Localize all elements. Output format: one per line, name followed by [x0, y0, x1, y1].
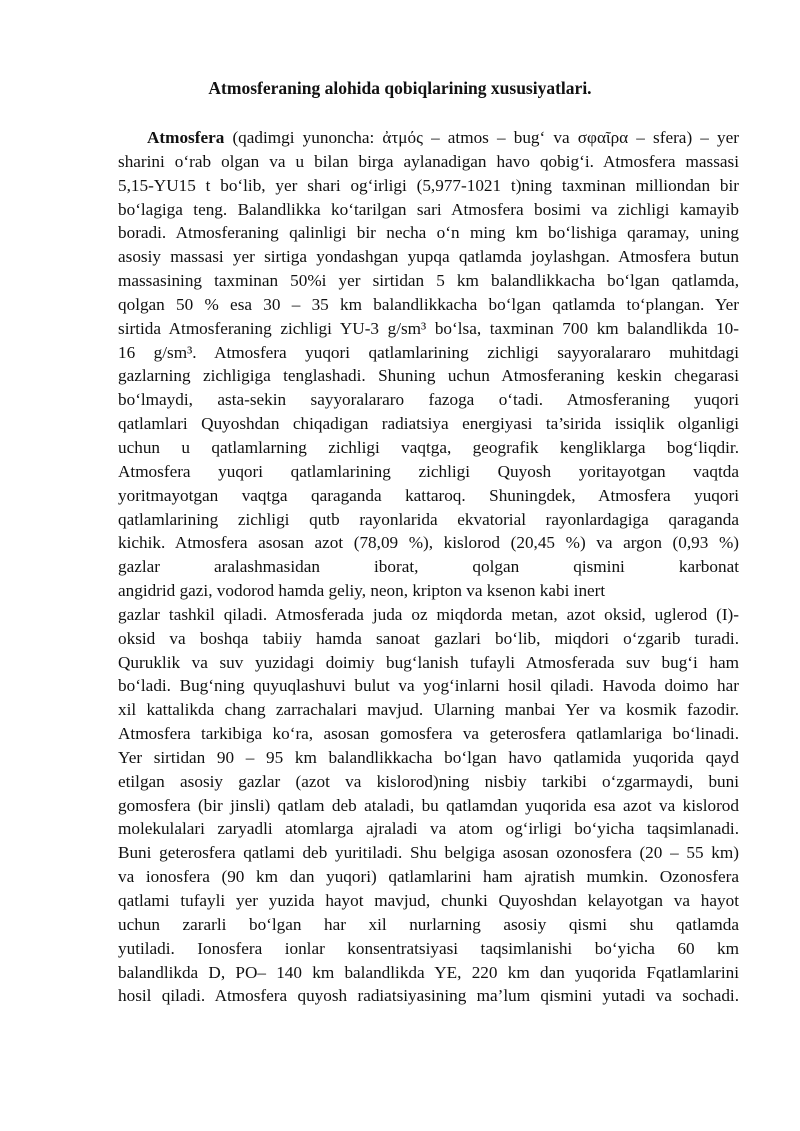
paragraph-line: gazlar tashkil qiladi. Atmosferada juda oz miqdorda metan, azot oksid, uglerod (I)- [118, 604, 739, 624]
line-text: (qadimgi yunoncha: ἀτμός – atmos – bug‘ va σφαῖρα – sfera) – yer [224, 128, 739, 147]
lead-term: Atmosfera [147, 128, 225, 147]
paragraph-line: yutiladi. Ionosfera ionlar konsentratsiyasi taqsimlanishi bo‘yicha 60 km [118, 938, 739, 958]
paragraph-line: angidrid gazi, vodorod hamda geliy, neon, kripton va ksenon kabi inert [118, 581, 606, 601]
paragraph-line: bo‘ladi. Bug‘ning quyuqlashuvi bulut va yog‘inlarni hosil qiladi. Havoda doimo har [118, 676, 739, 696]
paragraph-line: uchun zararli bo‘lgan har xil nurlarning asosiy qismi shu qatlamda [118, 914, 739, 934]
paragraph-line: Atmosfera tarkibiga ko‘ra, asosan gomosfera va geterosfera qatlamlariga bo‘linadi. [118, 724, 739, 744]
document-body [118, 126, 739, 1008]
paragraph-line: gazlarning zichligiga tenglashadi. Shuning uchun Atmosferaning keskin chegarasi [118, 366, 739, 386]
paragraph-line [118, 126, 739, 150]
paragraph-line: qatlami tufayli yer yuzida hayot mavjud, chunki Quyoshdan kelayotgan va hayot [118, 891, 739, 910]
paragraph-line: oksid va boshqa tabiiy hamda sanoat gazlari bo‘lib, miqdori o‘zgarib turadi. [118, 628, 739, 648]
paragraph-line: hosil qiladi. Atmosfera quyosh radiatsiyasining ma’lum qismini yutadi va sochadi. [118, 986, 739, 1006]
paragraph-line: Atmosfera yuqori qatlamlarining zichligi Quyosh yoritayotgan vaqtda [118, 461, 739, 481]
paragraph-line: 16 g/sm³. Atmosfera yuqori qatlamlarining zichligi sayyoralararo muhitdagi [118, 342, 739, 362]
paragraph-line: qolgan 50 % esa 30 – 35 km balandlikkacha bo‘lgan qatlamda to‘plangan. Yer [118, 294, 739, 314]
paragraph-line: balandlikda D, PO– 140 km balandlikda YE, 220 km dan yuqorida Fqatlamlarini [118, 962, 739, 982]
paragraph-line: asosiy massasi yer sirtiga yondashgan yupqa qatlamda joylashgan. Atmosfera butun [118, 247, 739, 267]
paragraph-line: massasining taxminan 50%i yer sirtidan 5 km balandlikkacha bo‘lgan qatlamda, [118, 271, 739, 291]
document-title: Atmosferaning alohida qobiqlarining xususiyatlari. [208, 78, 592, 98]
paragraph-line: xil kattalikda chang zarrachalari mavjud. Ularning manbai Yer va kosmik fazodir. [118, 700, 739, 720]
paragraph-line: uchun u qatlamlarning zichligi vaqtga, geografik kengliklarga bog‘liqdir. [118, 437, 739, 457]
paragraph-line: Quruklik va suv yuzidagi doimiy bug‘lanish tufayli Atmosferada suv bug‘i ham [118, 652, 739, 672]
paragraph-line: yoritmayotgan vaqtga qaraganda kattaroq. Shuningdek, Atmosfera yuqori [118, 485, 739, 505]
paragraph-line: kichik. Atmosfera asosan azot (78,09 %), kislorod (20,45 %) va argon (0,93 %) [118, 533, 739, 553]
paragraph-line: va ionosfera (90 km dan yuqori) qatlamlarini ham ajratish mumkin. Ozonosfera [118, 867, 739, 887]
paragraph-line: sharini o‘rab olgan va u bilan birga aylanadigan havo qobig‘i. Atmosfera massasi [118, 151, 739, 171]
paragraph-line: molekulalari zaryadli atomlarga ajraladi va atom og‘irligi bo‘yicha taqsimlanadi. [118, 819, 739, 839]
paragraph-line: sirtida Atmosferaning zichligi YU-3 g/sm³ bo‘lsa, taxminan 700 km balandlikda 10- [118, 318, 739, 338]
paragraph-line: etilgan asosiy gazlar (azot va kislorod)ning nisbiy tarkibi o‘zgarmaydi, buni [118, 771, 739, 791]
paragraph-line: Buni geterosfera qatlami deb yuritiladi. Shu belgiga asosan ozonosfera (20 – 55 km) [118, 843, 739, 863]
paragraph-line: gomosfera (bir jinsli) qatlam deb ataladi, bu qatlamdan yuqorida esa azot va kislorod [118, 795, 739, 815]
paragraph-line: Yer sirtidan 90 – 95 km balandlikkacha bo‘lgan havo qatlamida yuqorida qayd [118, 747, 739, 767]
paragraph-line: qatlamlari Quyoshdan chiqadigan radiatsiya energiyasi ta’sirida issiqlik olganligi [118, 414, 739, 434]
paragraph-line: qatlamlarining zichligi qutb rayonlarida ekvatorial rayonlardagiga qaraganda [118, 509, 739, 529]
paragraph-line: gazlar aralashmasidan iborat, qolgan qismini karbonat [118, 557, 739, 577]
paragraph-line: bo‘lagiga teng. Balandlikka ko‘tarilgan sari Atmosfera bosimi va zichligi kamayib [118, 199, 739, 219]
paragraph-line: 5,15-YU15 t bo‘lib, yer shari og‘irligi (5,977-1021 t)ning taxminan milliondan bir [118, 175, 739, 195]
paragraph-line: bo‘lmaydi, asta-sekin sayyoralararo fazoga o‘tadi. Atmosferaning yuqori [118, 390, 739, 410]
paragraph-line: boradi. Atmosferaning qalinligi bir necha o‘n ming km bo‘lishiga qaramay, uning [118, 223, 739, 243]
